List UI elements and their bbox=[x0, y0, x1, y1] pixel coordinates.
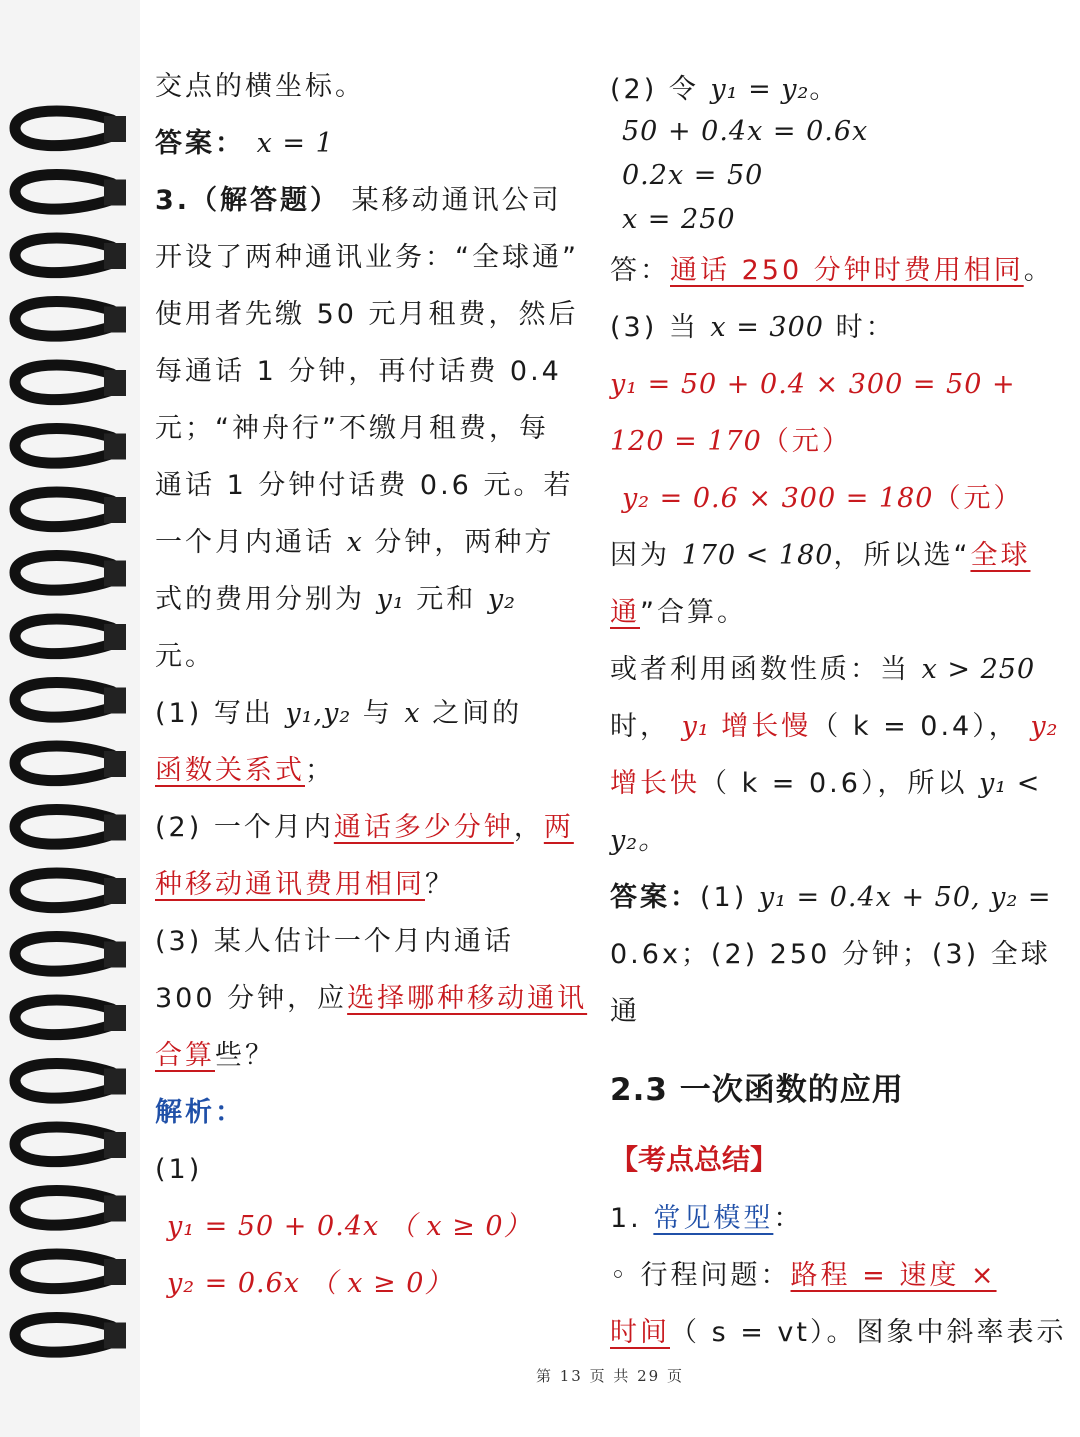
part-1-question: (1) 写出 y₁,y₂ 与 x 之间的 bbox=[155, 698, 523, 729]
equation-line: 50 + 0.4x = 0.6x bbox=[622, 116, 869, 147]
question-3-title: 3.（解答题） 某移动通讯公司 bbox=[155, 185, 562, 216]
highlight-text: 全球 bbox=[970, 540, 1031, 571]
analysis-label: 解析： bbox=[155, 1097, 245, 1128]
text-line: 一个月内通话 x 分钟，两种方 bbox=[155, 527, 555, 558]
text-line: 元；“神舟行”不缴月租费，每 bbox=[155, 413, 549, 444]
binding-hole bbox=[104, 370, 126, 396]
binding-hole bbox=[104, 307, 126, 333]
binding-hole bbox=[104, 878, 126, 904]
equation-line: 0.2x = 50 bbox=[622, 160, 764, 191]
highlight-text: 两 bbox=[543, 812, 574, 843]
equation-y1: y₁ = 50 + 0.4x （ x ≥ 0） bbox=[167, 1211, 532, 1242]
highlight-text: 种移动通讯费用相同 bbox=[155, 869, 425, 900]
text-line: 或者利用函数性质：当 x > 250 bbox=[610, 654, 1036, 685]
binding-hole bbox=[104, 624, 126, 650]
highlight-text: 路程 = 速度 × bbox=[790, 1260, 997, 1291]
text-line: 每通话 1 分钟，再付话费 0.4 bbox=[155, 356, 562, 387]
text-line: 时间（ s = vt）。图象中斜率表示 bbox=[610, 1317, 1067, 1348]
text-line: 使用者先缴 50 元月租费，然后 bbox=[155, 299, 579, 330]
solution-part-2: (2) 令 y₁ = y₂。 bbox=[610, 74, 840, 105]
text-line: 种移动通讯费用相同？ bbox=[155, 869, 455, 900]
equation-line: y₂ = 0.6 × 300 = 180（元） bbox=[622, 483, 1024, 514]
binding-hole bbox=[104, 1069, 126, 1095]
bullet-item: ◦ 行程问题：路程 = 速度 × bbox=[610, 1260, 997, 1291]
highlight-text: 常见模型 bbox=[653, 1203, 774, 1234]
answer-value: x = 1 bbox=[256, 128, 334, 159]
left-column bbox=[155, 58, 588, 1312]
text-line: 0.6x；(2) 250 分钟；(3) 全球 bbox=[610, 939, 1051, 970]
text-line: 元。 bbox=[155, 641, 215, 672]
text-line: 开设了两种通讯业务：“全球通” bbox=[155, 242, 579, 273]
equation-line: y₁ = 50 + 0.4 × 300 = 50 + bbox=[610, 369, 1016, 400]
bullet-icon: ◦ bbox=[610, 1260, 629, 1291]
binding-hole bbox=[104, 751, 126, 777]
binding-hole bbox=[104, 1323, 126, 1349]
document-page bbox=[140, 0, 1080, 1437]
binding-hole bbox=[104, 1259, 126, 1285]
text-line: 300 分钟，应选择哪种移动通讯 bbox=[155, 983, 588, 1014]
solution-part-1: (1) bbox=[155, 1154, 203, 1185]
highlight-text: 时间 bbox=[610, 1317, 670, 1348]
text-line: y₂。 bbox=[610, 825, 667, 856]
binding-hole bbox=[104, 1196, 126, 1222]
right-column bbox=[610, 58, 1067, 1361]
answer-label: 答案： bbox=[155, 128, 245, 159]
text-line: 函数关系式； bbox=[155, 755, 335, 786]
binding-hole bbox=[104, 116, 126, 142]
binding-hole bbox=[104, 1132, 126, 1158]
text-line: 时， y₁ 增长慢（ k = 0.4）， y₂ bbox=[610, 711, 1059, 742]
answer-line bbox=[155, 115, 585, 172]
key-points-heading: 【考点总结】 bbox=[610, 1143, 779, 1176]
binding-hole bbox=[104, 243, 126, 269]
equation-line: x = 250 bbox=[622, 204, 736, 235]
text-line: 式的费用分别为 y₁ 元和 y₂ bbox=[155, 584, 516, 615]
text-line: 通 bbox=[610, 996, 640, 1027]
binding-hole bbox=[104, 180, 126, 206]
highlight-text: 通 bbox=[610, 597, 640, 628]
binding-hole bbox=[104, 688, 126, 714]
highlight-text: 合算 bbox=[155, 1040, 215, 1071]
highlight-text: 通话 250 分钟时费用相同 bbox=[670, 255, 1024, 286]
spiral-binding bbox=[0, 0, 140, 1437]
section-heading: 2.3 一次函数的应用 bbox=[610, 1072, 904, 1108]
text-line: 通”合算。 bbox=[610, 597, 747, 628]
answer-line: 答：通话 250 分钟时费用相同。 bbox=[610, 255, 1054, 286]
highlight-text: 通话多少分钟 bbox=[333, 812, 514, 843]
highlight-text: 选择哪种移动通讯 bbox=[347, 983, 588, 1014]
text-line: 增长快（ k = 0.6），所以 y₁ < bbox=[610, 768, 1041, 799]
binding-hole bbox=[104, 815, 126, 841]
binding-hole bbox=[104, 561, 126, 587]
text-line: 合算些？ bbox=[155, 1040, 275, 1071]
text-line: 因为 170 < 180，所以选“全球 bbox=[610, 540, 1031, 571]
text-line: 通话 1 分钟付话费 0.6 元。若 bbox=[155, 470, 574, 501]
highlight-text: 函数关系式 bbox=[155, 755, 305, 786]
text-line: 交点的横坐标。 bbox=[155, 71, 365, 102]
part-2-question: (2) 一个月内通话多少分钟，两 bbox=[155, 812, 574, 843]
binding-hole bbox=[104, 497, 126, 523]
binding-hole bbox=[104, 942, 126, 968]
equation-line: 120 = 170（元） bbox=[610, 426, 852, 457]
solution-part-3: (3) 当 x = 300 时： bbox=[610, 312, 896, 343]
equation-y2: y₂ = 0.6x （ x ≥ 0） bbox=[167, 1268, 453, 1299]
part-3-question: (3) 某人估计一个月内通话 bbox=[155, 926, 514, 957]
page-footer: 第 13 页 共 29 页 bbox=[535, 1367, 684, 1385]
binding-hole bbox=[104, 1005, 126, 1031]
model-item: 1. 常见模型： bbox=[610, 1203, 804, 1234]
final-answer: 答案：(1) y₁ = 0.4x + 50, y₂ = bbox=[610, 882, 1052, 913]
binding-hole bbox=[104, 434, 126, 460]
